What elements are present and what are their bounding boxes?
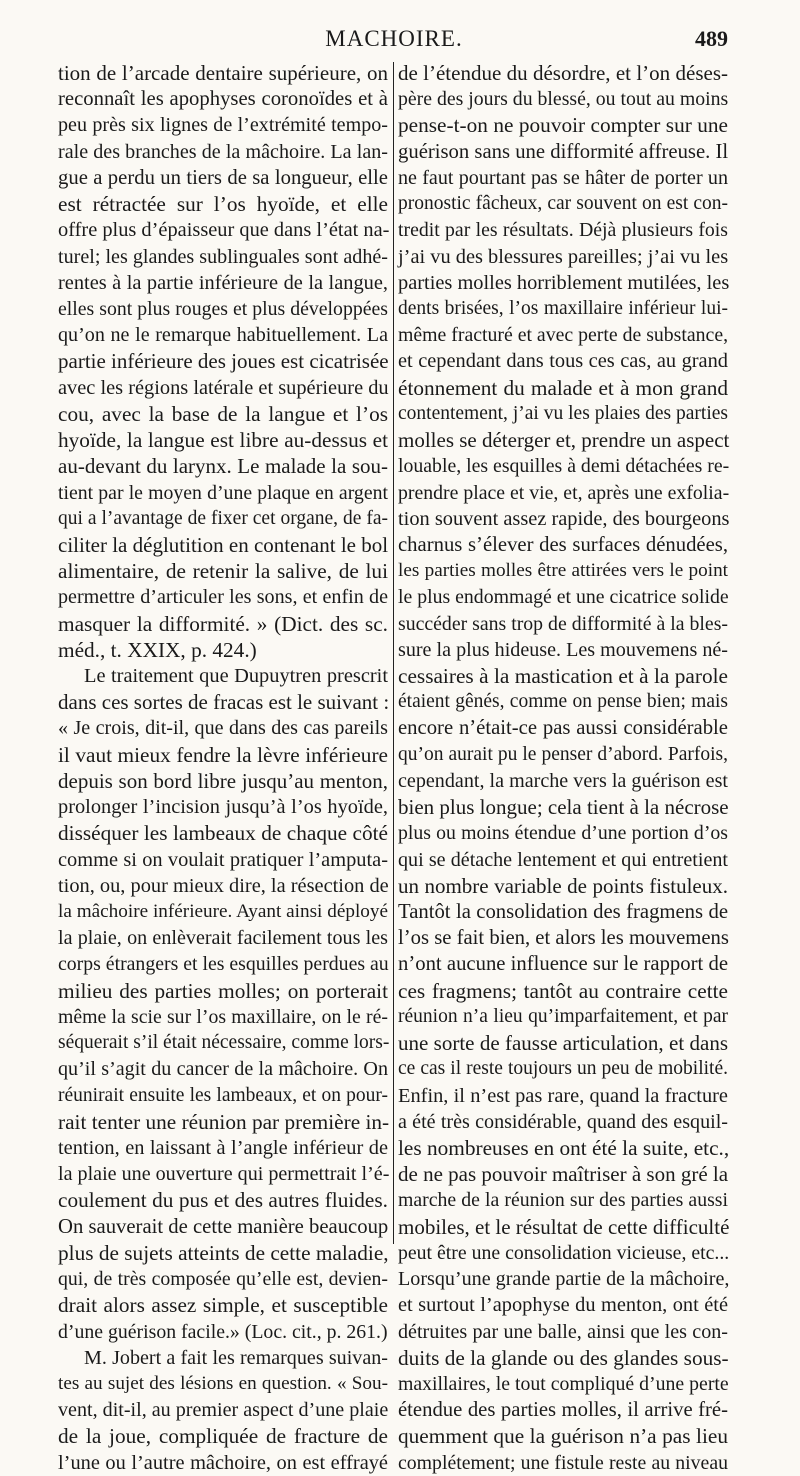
text-line: détruites par une balle, ainsi que les con-	[398, 1320, 728, 1343]
text-line: turel; les glandes sublinguales sont adhé-	[58, 245, 388, 268]
text-line: les parties molles être attirées vers le point	[398, 560, 728, 582]
text-line: les nombreuses en ont été la suite, etc.,	[398, 1135, 730, 1160]
text-line: l’os se fait bien, et alors les mouvemens	[398, 927, 729, 950]
text-line: méd., t. XXIX, p. 424.)	[58, 637, 257, 662]
text-line: ciliter la déglutition en contenant le bol	[58, 532, 389, 557]
text-line: tion de l’arcade dentaire supérieure, on	[58, 61, 388, 85]
text-line: complétement; une fistule reste au niveau	[398, 1451, 728, 1474]
text-line: un nombre variable de points fistuleux.	[398, 873, 728, 898]
text-line: disséquer les lambeaux de chaque côté	[58, 821, 388, 846]
text-line: père des jours du blessé, ou tout au moins	[398, 88, 729, 111]
text-line: même la scie sur l’os maxillaire, on le ré-	[58, 1005, 388, 1028]
text-line: séquerait s’il était nécessaire, comme lors-	[58, 1032, 390, 1054]
text-line: vent, dit-il, au premier aspect d’une plaie	[58, 1399, 389, 1422]
text-line: corps étrangers et les esquilles perdues au	[58, 953, 389, 976]
text-line: il vaut mieux fendre la lèvre inférieure	[58, 742, 388, 767]
text-line: est rétractée sur l’os hyoïde, et elle	[58, 192, 388, 217]
text-line: M. Jobert a fait les remarques suivan-	[84, 1346, 388, 1369]
text-line: dans ces sortes de fracas est le suivant :	[58, 690, 390, 715]
text-line: prolonger l’incision jusqu’à l’os hyoïde,	[58, 796, 388, 819]
text-line: ce cas il reste toujours un peu de mobilité.	[398, 1058, 728, 1080]
text-line: coulement du pus et des autres fluides.	[58, 1188, 388, 1213]
text-line: On sauverait de cette manière beaucoup	[58, 1215, 389, 1238]
text-line: la plaie une ouverture qui permettrait l’é-	[58, 1163, 390, 1186]
right-column	[398, 60, 728, 1476]
text-line: plus de sujets atteints de cette maladie,	[58, 1240, 389, 1265]
text-line: elles sont plus rouges et plus développées	[58, 297, 388, 320]
text-line: guérison sans une difformité affreuse. Il	[398, 140, 729, 163]
text-line: drait alors assez simple, et susceptible	[58, 1293, 388, 1318]
text-line: de la joue, compliquée de fracture de	[58, 1424, 388, 1449]
text-line: masquer la difformité. » (Dict. des sc.	[58, 611, 388, 636]
text-line: et cependant dans tous ces cas, au grand	[398, 350, 728, 373]
text-line: contentement, j’ai vu les plaies des parties	[398, 402, 728, 424]
text-line: dents brisées, l’os maxillaire inférieur lui-	[398, 297, 728, 319]
text-line: le plus endommagé et une cicatrice solide	[398, 586, 729, 609]
running-title: MACHOIRE.	[325, 26, 463, 51]
text-line: étaient gênés, comme on pense bien; mais	[398, 691, 728, 713]
text-line: la plaie, on enlèverait facilement tous les	[58, 927, 388, 950]
text-line: quemment que la guérison n’a pas lieu	[398, 1424, 728, 1449]
text-line: ne faut pourtant pas se hâter de porter un	[398, 166, 728, 189]
text-line: peut être une consolidation vicieuse, etc...	[398, 1241, 730, 1264]
text-line: offre plus d’épaisseur que dans l’état na-	[58, 219, 390, 242]
left-column	[58, 60, 388, 1476]
text-line: reconnaît les apophyses coronoïdes et à	[58, 88, 388, 111]
text-line: réunirait ensuite les lambeaux, et on pour-	[58, 1084, 388, 1106]
text-line: a été très considérable, quand des esquil-	[398, 1110, 728, 1133]
text-line: peu près six lignes de l’extrémité tempo-	[58, 114, 388, 137]
text-line: tention, en laissant à l’angle inférieur de	[58, 1136, 388, 1159]
text-line: parties molles horriblement mutilées, les	[398, 271, 730, 294]
text-line: louable, les esquilles à demi détachées re-	[398, 455, 730, 478]
text-line: et surtout l’apophyse du menton, ont été	[398, 1294, 728, 1317]
text-line: alimentaire, de retenir la salive, de lui	[58, 559, 388, 584]
text-line: rale des branches de la mâchoire. La lan-	[58, 140, 388, 163]
text-line: Le traitement que Dupuytren prescrit	[84, 665, 388, 688]
text-line: comme si on voulait pratiquer l’amputa-	[58, 848, 388, 871]
text-line: l’une ou l’autre mâchoire, on est effrayé	[58, 1451, 388, 1474]
text-line: avec les régions latérale et supérieure du	[58, 376, 389, 399]
text-line: réunion n’a lieu qu’imparfaitement, et par	[398, 1005, 728, 1027]
text-line: ces fragmens; tantôt au contraire cette	[398, 978, 728, 1003]
text-line: sure la plus hideuse. Les mouvemens né-	[398, 638, 728, 661]
text-line: qu’il s’agit du cancer de la mâchoire. On	[58, 1058, 388, 1081]
text-line: « Je crois, dit-il, que dans des cas pareils	[58, 717, 388, 740]
text-line: qu’on ne le remarque habituellement. La	[58, 324, 388, 347]
text-line: duits de la glande ou des glandes sous-	[398, 1345, 729, 1370]
text-line: pronostic fâcheux, car souvent on est con-	[398, 193, 728, 215]
text-line: tion, ou, pour mieux dire, la résection de	[58, 874, 389, 897]
text-line: encore n’était-ce pas aussi considérable	[398, 717, 728, 740]
text-line: qui se détache lentement et qui entretient	[398, 848, 728, 871]
text-line: de ne pas pouvoir maîtriser à son gré la	[398, 1162, 729, 1187]
page-header	[60, 26, 728, 56]
text-line: tes au sujet des lésions en question. « Sou-	[58, 1372, 388, 1394]
text-line: une sorte de fausse articulation, et dans	[398, 1031, 728, 1056]
text-line: tient par le moyen d’une plaque en argent	[58, 481, 388, 504]
text-line: mobiles, et le résultat de cette difficulté	[398, 1214, 730, 1239]
text-line: n’ont aucune influence sur le rapport de	[398, 953, 728, 976]
text-line: bien plus longue; cela tient à la nécrose	[398, 795, 729, 820]
text-line: gue a perdu un tiers de sa longueur, elle	[58, 166, 388, 189]
text-line: rait tenter une réunion par première in-	[58, 1109, 390, 1134]
text-line: étonnement du malade et à mon grand	[398, 375, 728, 400]
text-line: tredit par les résultats. Déjà plusieurs fois	[398, 219, 728, 242]
text-line: prendre place et vie, et, après une exfolia-	[398, 481, 730, 504]
text-line: pense-t-on ne pouvoir compter sur une	[398, 113, 728, 138]
text-line: tion souvent assez rapide, des bourgeons	[398, 507, 730, 530]
text-line: succéder sans trop de difformité à la bles-	[398, 612, 728, 635]
text-line: Tantôt la consolidation des fragmens de	[398, 901, 728, 923]
text-line: rentes à la partie inférieure de la langue,	[58, 271, 388, 294]
text-line: cependant, la marche vers la guérison est	[398, 769, 728, 792]
text-line: cou, avec la base de la langue et l’os	[58, 401, 388, 426]
text-line: depuis son bord libre jusqu’au menton,	[58, 768, 388, 793]
text-line: hyoïde, la langue est libre au-dessus et	[58, 428, 388, 453]
text-line: Enfin, il n’est pas rare, quand la fracture	[398, 1084, 728, 1107]
text-line: étendue des parties molles, il arrive fré-	[398, 1399, 728, 1422]
text-line: d’une guérison facile.» (Loc. cit., p. 261.)	[58, 1320, 388, 1343]
text-line: molles se déterger et, prendre un aspect	[398, 428, 730, 453]
text-line: qui a l’avantage de fixer cet organe, de fa-	[58, 507, 388, 529]
text-line: milieu des parties molles; on porterait	[58, 978, 388, 1003]
text-line: de l’étendue du désordre, et l’on déses-	[398, 61, 728, 85]
text-line: charnus s’élever des surfaces dénudées,	[398, 533, 728, 556]
text-line: maxillaires, le tout compliqué d’une perte	[398, 1372, 729, 1395]
text-line: qu’on aurait pu le penser d’abord. Parfois,	[398, 743, 728, 765]
text-line: marche de la réunion sur des parties aussi	[398, 1189, 728, 1212]
text-line: au-devant du larynx. Le malade la sou-	[58, 454, 388, 479]
text-line: cessaires à la mastication et à la parole	[398, 664, 728, 689]
text-line: même fracturé et avec perte de substance,	[398, 324, 729, 347]
column-divider	[393, 62, 394, 1244]
text-line: j’ai vu des blessures pareilles; j’ai vu les	[398, 245, 729, 268]
text-line: partie inférieure des joues est cicatrisée	[58, 349, 389, 374]
page-number: 489	[695, 26, 728, 51]
text-line: la mâchoire inférieure. Ayant ainsi déployé	[58, 901, 388, 922]
text-line: plus ou moins étendue d’une portion d’os	[398, 822, 728, 845]
text-line: qui, de très composée qu’elle est, devien-	[58, 1268, 388, 1291]
text-line: permettre d’articuler les sons, et enfin de	[58, 586, 388, 609]
text-line: Lorsqu’une grande partie de la mâchoire,	[398, 1268, 730, 1291]
